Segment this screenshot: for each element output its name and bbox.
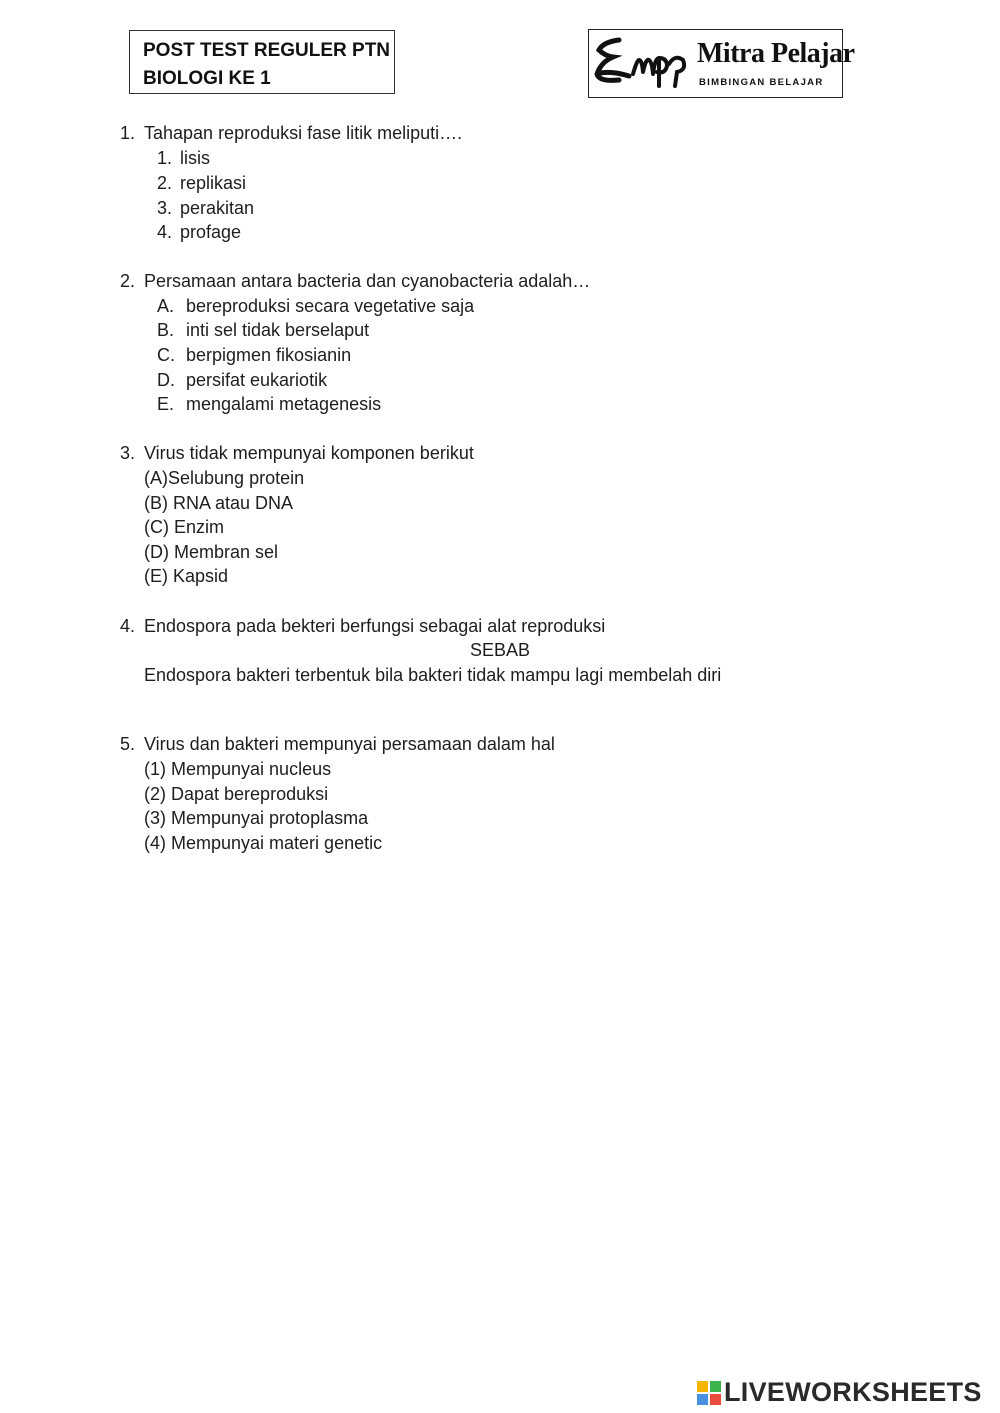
option-item: B. inti sel tidak berselaput xyxy=(157,320,370,340)
question-4 xyxy=(120,614,606,638)
question-3 xyxy=(120,441,474,465)
reason-text: Endospora bakteri terbentuk bila bakteri tidak mampu lagi membelah diri xyxy=(144,665,722,685)
question-number: 5. xyxy=(120,734,136,754)
question-1 xyxy=(120,121,463,145)
option-item: D. persifat eukariotik xyxy=(157,370,328,390)
logo xyxy=(588,29,855,98)
option-item: 1. lisis xyxy=(157,148,210,168)
option-item: 2. replikasi xyxy=(157,173,247,193)
option-item: A. bereproduksi secara vegetative saja xyxy=(157,296,475,316)
option-item: (4) Mempunyai materi genetic xyxy=(144,833,383,853)
question-number: 4. xyxy=(120,616,136,636)
emp-logo-mark-icon xyxy=(589,30,699,96)
option-item: (A)Selubung protein xyxy=(144,468,305,488)
liveworksheets-logo-icon xyxy=(697,1381,721,1405)
question-number: 2. xyxy=(120,271,136,291)
title-line-1: POST TEST REGULER PTN xyxy=(143,40,391,61)
option-item: (2) Dapat bereproduksi xyxy=(144,784,329,804)
option-item: (1) Mempunyai nucleus xyxy=(144,759,332,779)
liveworksheets-footer[interactable] xyxy=(697,1376,997,1410)
title-box xyxy=(129,30,395,94)
question-text: Virus dan bakteri mempunyai persamaan dalam hal xyxy=(144,734,555,754)
option-item: 4. profage xyxy=(157,222,242,242)
title-line-2: BIOLOGI KE 1 xyxy=(143,68,271,89)
sebab-connector: SEBAB xyxy=(469,640,531,660)
option-item: (E) Kapsid xyxy=(144,566,229,586)
question-number: 3. xyxy=(120,443,136,463)
option-item: (B) RNA atau DNA xyxy=(144,493,294,513)
question-text: Tahapan reproduksi fase litik meliputi…. xyxy=(144,123,463,143)
logo-subtitle: BIMBINGAN BELAJAR xyxy=(699,77,824,88)
question-5 xyxy=(120,732,555,756)
option-item: 3. perakitan xyxy=(157,198,255,218)
option-item: (C) Enzim xyxy=(144,517,224,537)
question-text: Persamaan antara bacteria dan cyanobacteria adalah… xyxy=(144,271,591,291)
option-item: C. berpigmen fikosianin xyxy=(157,345,352,365)
question-number: 1. xyxy=(120,123,136,143)
logo-name: Mitra Pelajar xyxy=(697,38,855,69)
question-text: Virus tidak mempunyai komponen berikut xyxy=(144,443,474,463)
option-item: (D) Membran sel xyxy=(144,542,279,562)
question-2 xyxy=(120,269,591,293)
question-text: Endospora pada bekteri berfungsi sebagai alat reproduksi xyxy=(144,616,606,636)
option-item: E. mengalami metagenesis xyxy=(157,394,382,414)
liveworksheets-brand: LIVEWORKSHEETS xyxy=(724,1377,982,1407)
option-item: (3) Mempunyai protoplasma xyxy=(144,808,369,828)
